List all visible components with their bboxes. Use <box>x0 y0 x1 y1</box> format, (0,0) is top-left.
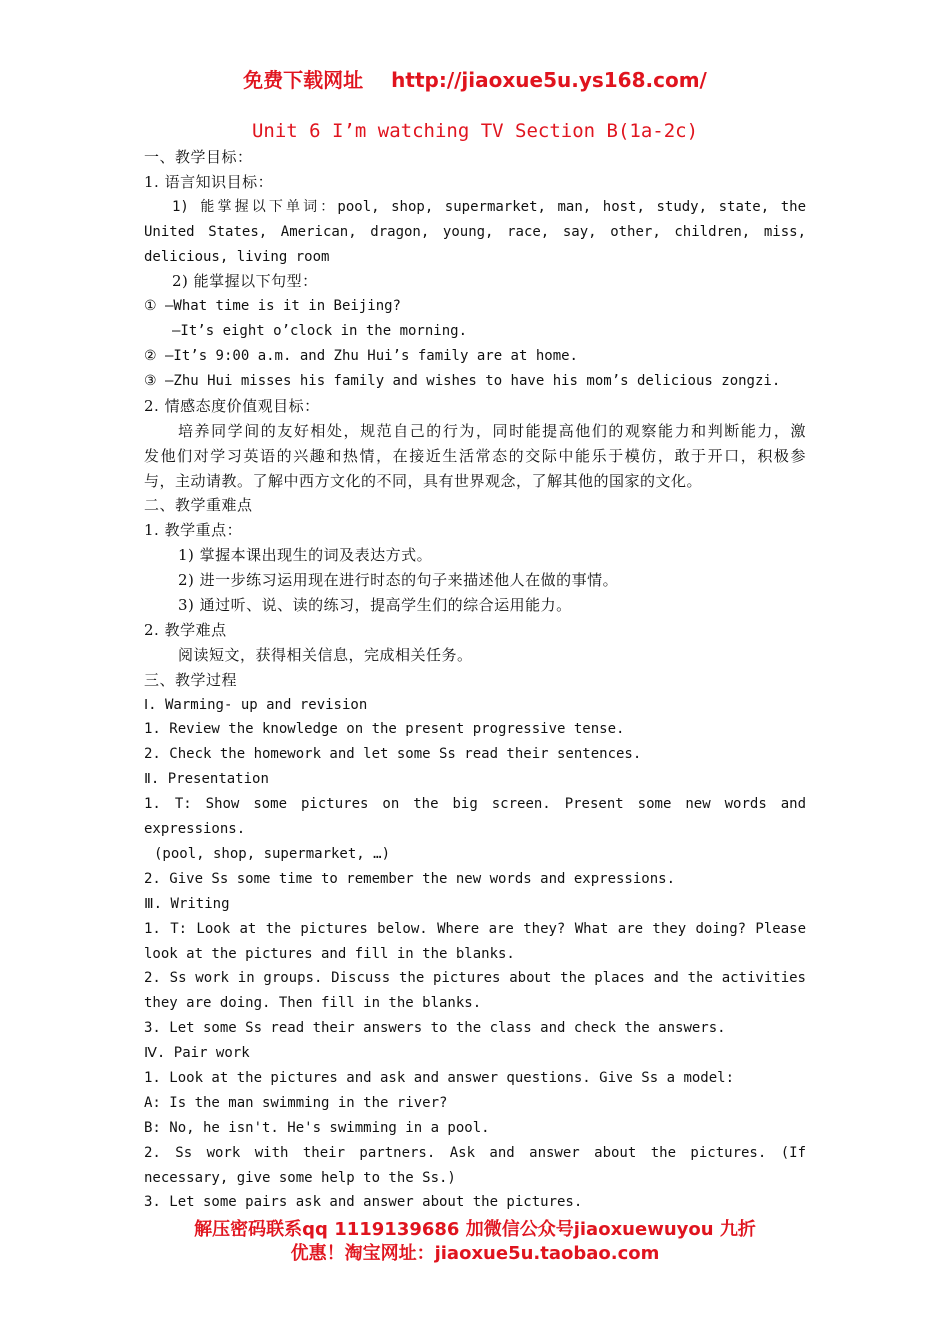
text-line: 3) 通过听、说、读的练习，提高学生们的综合运用能力。 <box>178 596 572 615</box>
text-line: B: No, he isn't. He's swimming in a pool. <box>144 1119 490 1136</box>
document-body <box>144 145 806 1215</box>
text-line: Ⅱ. Presentation <box>144 771 269 788</box>
text-line: 二、教学重难点 <box>144 496 253 515</box>
text-line: Ⅳ. Pair work <box>144 1045 250 1062</box>
text-line: 与，主动请教。了解中西方文化的不同，具有世界观念，了解其他的国家的文化。 <box>144 471 703 490</box>
text-line: A: Is the man swimming in the river? <box>144 1094 448 1111</box>
text-line: Ⅲ. Writing <box>144 895 230 912</box>
text-line: 三、教学过程 <box>144 670 238 689</box>
text-line: ③ —Zhu Hui misses his family and wishes to have his mom’s delicious zongzi. <box>144 373 781 390</box>
text-line: 1) 能掌握以下单词：pool, shop, supermarket, man, host, study, state, the <box>172 198 806 215</box>
text-line: —It’s eight o’clock in the morning. <box>172 323 468 340</box>
download-banner <box>0 64 950 93</box>
text-line: look at the pictures and fill in the blanks. <box>144 945 515 962</box>
text-line: 2) 进一步练习运用现在进行时态的句子来描述他人在做的事情。 <box>178 571 619 590</box>
site-url-link[interactable]: http://jiaoxue5u.ys168.com/ <box>391 68 707 92</box>
text-line: 2. Ss work with their partners. Ask and answer about the pictures. (If <box>144 1144 806 1161</box>
promo-footer <box>0 1218 950 1266</box>
text-line: 1. T: Look at the pictures below. Where are they? What are they doing? Please <box>144 920 806 937</box>
text-line: 1. Look at the pictures and ask and answer questions. Give Ss a model: <box>144 1069 735 1086</box>
text-line: 3. Let some Ss read their answers to the class and check the answers. <box>144 1020 726 1037</box>
text-line: (pool, shop, supermarket, …) <box>154 845 391 862</box>
text-line: 2. Give Ss some time to remember the new words and expressions. <box>144 870 676 887</box>
footer-line-2: 优惠！淘宝网址：jiaoxue5u.taobao.com <box>290 1243 660 1264</box>
text-line: 1. T: Show some pictures on the big screen. Present some new words and <box>144 796 806 813</box>
text-line: they are doing. Then fill in the blanks. <box>144 995 482 1012</box>
footer-line-1: 解压密码联系qq 1119139686 加微信公众号jiaoxuewuyou 九折 <box>194 1219 756 1240</box>
text-line: 2. Ss work in groups. Discuss the pictures about the places and the activities <box>144 970 806 987</box>
text-line: 阅读短文，获得相关信息，完成相关任务。 <box>178 645 473 664</box>
text-line: Ⅰ. Warming- up and revision <box>144 696 368 713</box>
text-line: 3. Let some pairs ask and answer about the pictures. <box>144 1194 583 1211</box>
text-line: United States, American, dragon, young, race, say, other, children, miss, <box>144 223 806 240</box>
text-line: 1. Review the knowledge on the present progressive tense. <box>144 721 625 738</box>
text-line: 2. Check the homework and let some Ss read their sentences. <box>144 746 642 763</box>
text-line: delicious, living room <box>144 248 330 265</box>
text-line: 1) 掌握本课出现生的词及表达方式。 <box>178 546 433 565</box>
text-line: expressions. <box>144 821 246 838</box>
text-line: 2. 教学难点 <box>144 620 227 639</box>
text-line: 1. 教学重点： <box>144 521 243 540</box>
text-line: 2. 情感态度价值观目标： <box>144 396 320 415</box>
text-line: ① —What time is it in Beijing? <box>144 298 401 315</box>
page-title: Unit 6 I’m watching TV Section B(1a-2c) <box>251 120 699 142</box>
text-line: 1. 语言知识目标： <box>144 172 274 191</box>
text-line: 发他们对学习英语的兴趣和热情，在接近生活常态的交际中能乐于模仿，敢于开口，积极参 <box>144 446 806 465</box>
text-line: necessary, give some help to the Ss.) <box>144 1169 456 1186</box>
text-line: 培养同学间的友好相处，规范自己的行为，同时能提高他们的观察能力和判断能力，激 <box>178 421 806 440</box>
text-line: 一、教学目标： <box>144 148 253 166</box>
text-line: 2) 能掌握以下句型： <box>172 272 318 291</box>
site-label: 免费下载网址 <box>243 68 364 92</box>
text-line: ② —It’s 9:00 a.m. and Zhu Hui’s family are at home. <box>144 348 578 365</box>
